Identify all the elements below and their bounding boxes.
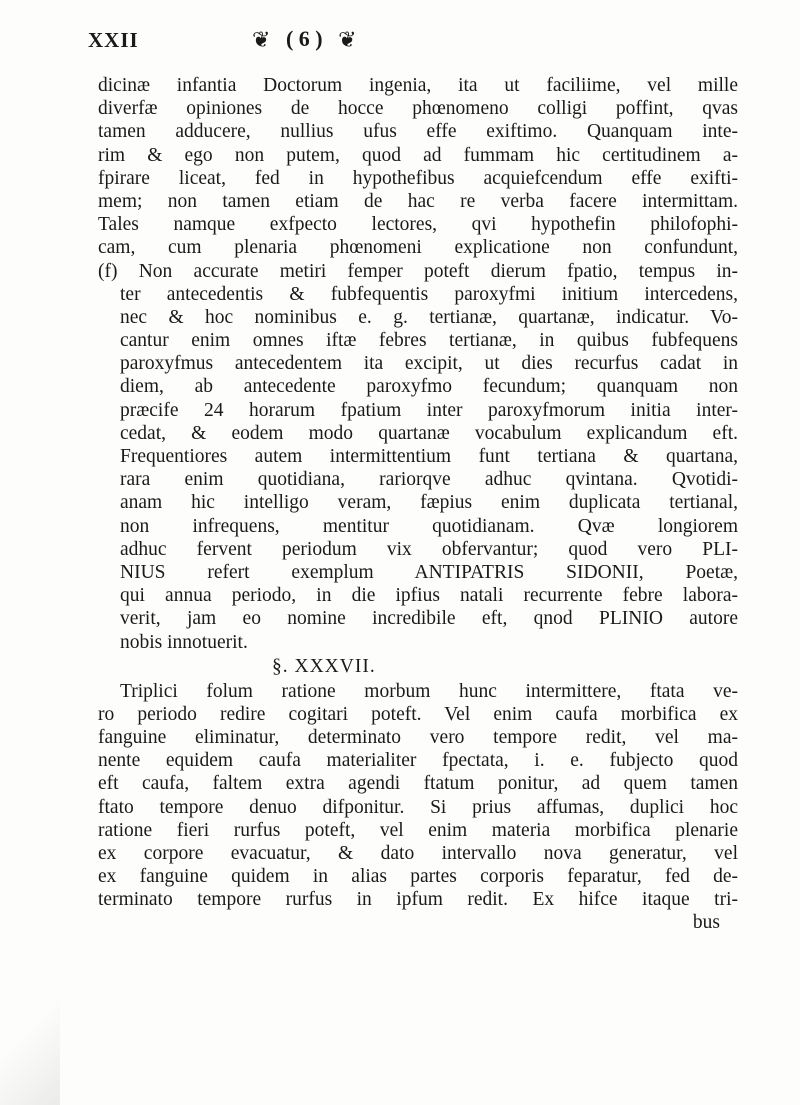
text-line: ratione fieri rurfus poteft, vel enim materia morbifica plenarie — [98, 819, 738, 841]
footnote-line: verit, jam eo nomine incredibile eft, qnod PLINIO autore — [120, 608, 738, 630]
text-line: fpirare liceat, fed in hypothefibus acquiefcendum effe exifti- — [98, 167, 738, 189]
footnote-line: cantur enim omnes iftæ febres tertianæ, in quibus fubfequens — [120, 330, 738, 352]
footnote-line: nobis innotuerit. — [120, 631, 248, 653]
text-line: ro periodo redire cogitari poteft. Vel enim caufa morbifica ex — [98, 703, 738, 725]
text-line: Tales namque exfpecto lectores, qvi hypothefin philofophi- — [98, 214, 738, 236]
text-line: ex corpore evacuatur, & dato intervallo nova generatur, vel — [98, 843, 738, 864]
text-line: cam, cum plenaria phœnomeni explicatione non confundunt, — [98, 237, 738, 259]
page-number-group — [252, 26, 357, 52]
text-line: ex fanguine quidem in alias partes corporis feparatur, fed de- — [98, 866, 738, 888]
footnote-line: qui annua periodo, in die ipfius natali recurrente febre labora- — [120, 585, 738, 607]
text-line: diverfæ opiniones de hocce phœnomeno colligi poffint, qvas — [98, 98, 738, 120]
section-heading: §. XXXVII. — [272, 655, 376, 677]
footnote-line: nec & hoc nominibus e. g. tertianæ, quartanæ, indicatur. Vo- — [120, 306, 738, 328]
page-signature: XXII — [88, 28, 139, 52]
page-number: ( 6 ) — [285, 26, 323, 51]
body-text — [98, 74, 738, 934]
text-line: fanguine eliminatur, determinato vero tempore redit, vel ma- — [98, 727, 738, 749]
footnote-line: paroxyfmus antecedentem ita excipit, ut dies recurfus cadat in — [120, 353, 738, 375]
catchword: bus — [692, 911, 720, 933]
text-line: eft caufa, faltem extra agendi ftatum ponitur, ad quem tamen — [98, 773, 738, 795]
footnote-line: anam hic intelligo veram, fæpius enim duplicata tertianal, — [120, 492, 738, 514]
ornament-left-icon: ❦ — [252, 27, 271, 52]
text-line: rim & ego non putem, quod ad fummam hic certitudinem a- — [98, 144, 738, 166]
ornament-right-icon: ❦ — [338, 27, 357, 52]
footnote-line: præcife 24 horarum fpatium inter paroxyfmorum initia inter- — [120, 399, 738, 421]
text-line: terminato tempore rurfus in ipfum redit. Ex hifce itaque tri- — [98, 889, 738, 911]
footnote-line: adhuc fervent periodum vix obfervantur; quod vero PLI- — [120, 538, 738, 560]
page-edge-shadow — [0, 985, 60, 1105]
footnote-line: Frequentiores autem intermittentium funt tertiana & quartana, — [120, 446, 738, 467]
text-line: Triplici folum ratione morbum hunc intermittere, ftata ve- — [120, 680, 738, 702]
footnote-line: non infrequens, mentitur quotidianam. Qvæ longiorem — [120, 515, 738, 537]
text-line: nente equidem caufa materialiter fpectata, i. e. fubjecto quod — [98, 750, 738, 772]
running-header — [86, 22, 726, 62]
text-line: mem; non tamen etiam de hac re verba facere intermittam. — [98, 190, 738, 212]
footnote-line: (f) Non accurate metiri femper poteft dierum fpatio, tempus in- — [98, 260, 738, 282]
footnote-line: diem, ab antecedente paroxyfmo fecundum; quanquam non — [120, 376, 738, 398]
footnote-line: ter antecedentis & fubfequentis paroxyfmi initium intercedens, — [120, 283, 738, 305]
text-line: tamen adducere, nullius ufus effe exiftimo. Quanquam inte- — [98, 121, 738, 143]
footnote-line: rara enim quotidiana, rariorqve adhuc qvintana. Qvotidi- — [120, 469, 738, 491]
footnote-line: NIUS refert exemplum ANTIPATRIS SIDONII, Poetæ, — [120, 561, 738, 583]
text-line: dicinæ infantia Doctorum ingenia, ita ut faciliime, vel mille — [98, 75, 738, 96]
text-line: ftato tempore denuo difponitur. Si prius affumas, duplici hoc — [98, 796, 738, 818]
footnote-line: cedat, & eodem modo quartanæ vocabulum explicandum eft. — [120, 422, 738, 444]
